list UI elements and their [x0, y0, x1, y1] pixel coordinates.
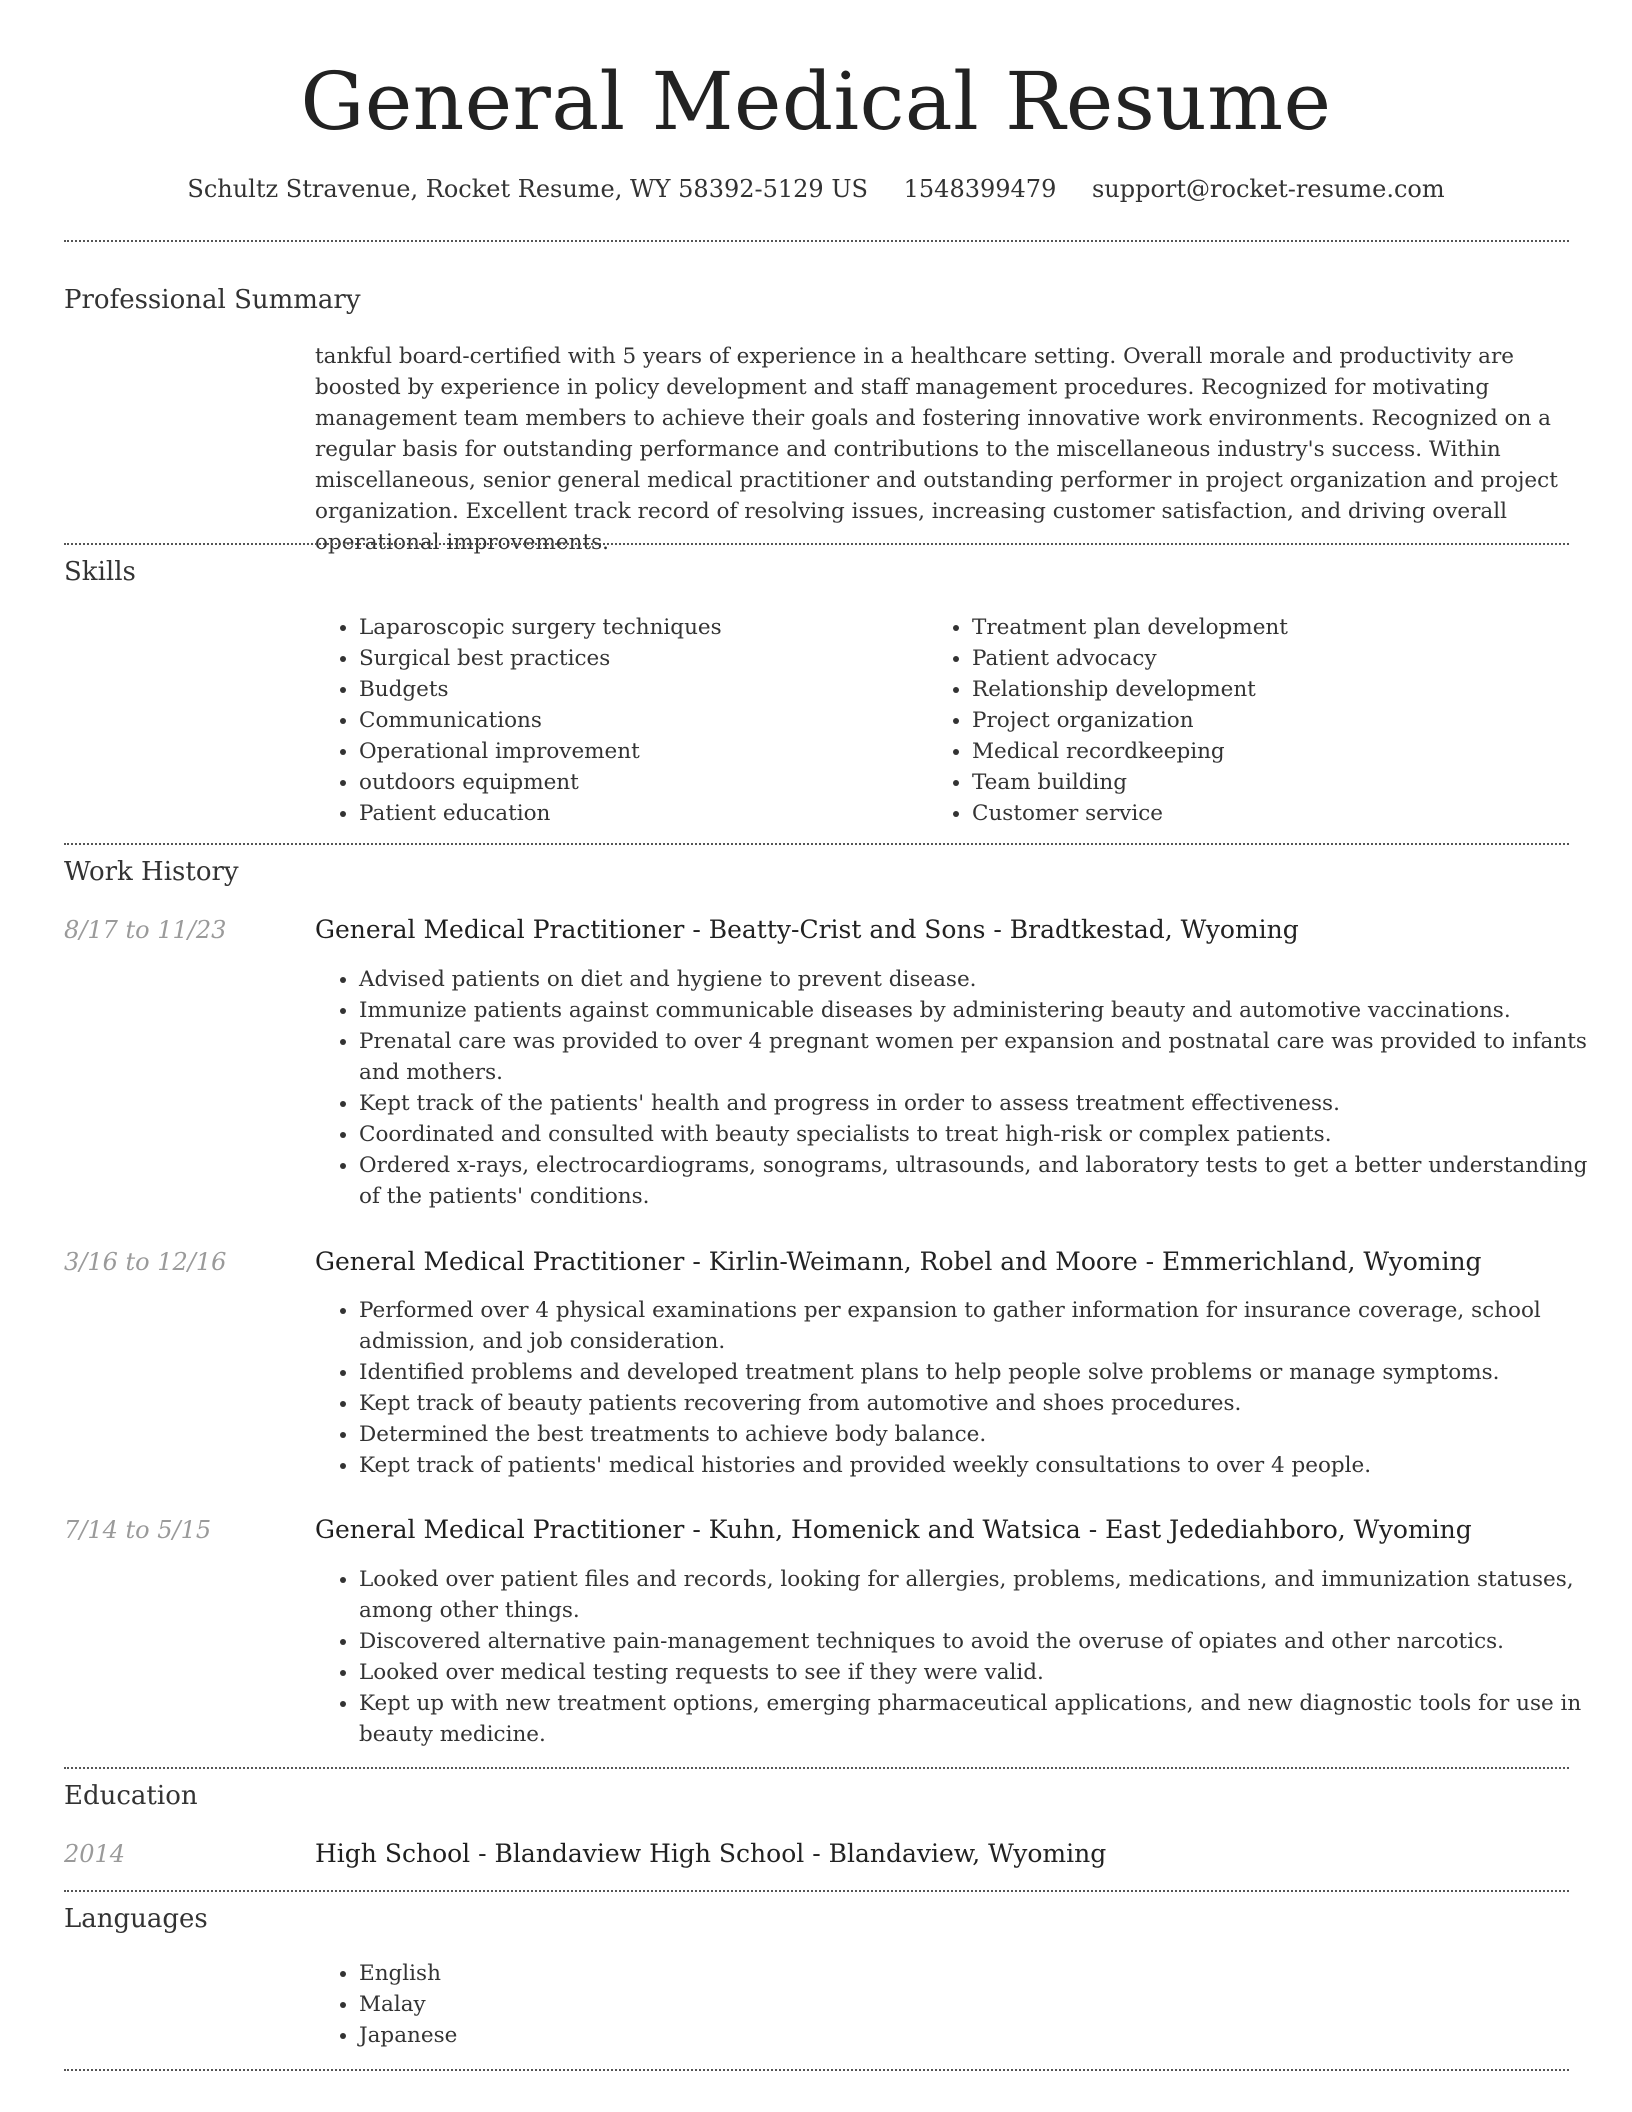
education-degree: High School [315, 1839, 471, 1868]
education-school: - Blandaview High School - Blandaview, Wyoming [470, 1839, 1107, 1868]
skill-item: • Operational improvement [359, 736, 919, 767]
job-bullet: • Identified problems and developed treatment plans to help people solve problems or manage symptoms. [359, 1357, 1615, 1388]
education-heading: Education [64, 1781, 198, 1811]
skill-item: • Communications [359, 705, 919, 736]
job-title [315, 1513, 1472, 1547]
job-bullet: • Immunize patients against communicable diseases by administering beauty and automotive vaccinations. [359, 995, 1615, 1026]
education-entry [315, 1837, 1106, 1871]
job-bullet: • Prenatal care was provided to over 4 pregnant women per expansion and postnatal care was provided to infants and mothers. [359, 1026, 1615, 1088]
job-role: General Medical Practitioner [315, 915, 685, 944]
divider [64, 543, 1569, 545]
job-title [315, 1245, 1482, 1279]
divider [64, 1767, 1569, 1769]
languages-list [315, 1958, 959, 2051]
divider [64, 843, 1569, 845]
job-bullet: • Discovered alternative pain-management techniques to avoid the overuse of opiates and other narcotics. [359, 1626, 1615, 1657]
skill-item: • Laparoscopic surgery techniques [359, 612, 919, 643]
job-bullet: • Looked over medical testing requests to see if they were valid. [359, 1657, 1615, 1688]
contact-phone: 1548399479 [903, 175, 1057, 203]
divider [64, 2069, 1569, 2071]
job-bullet: • Advised patients on diet and hygiene to prevent disease. [359, 964, 1615, 995]
contact-email: support@rocket-resume.com [1091, 175, 1445, 203]
skill-item: • Treatment plan development [972, 612, 1572, 643]
skill-item: • Customer service [972, 798, 1572, 829]
job-bullet: • Coordinated and consulted with beauty specialists to treat high-risk or complex patients. [359, 1119, 1615, 1150]
education-year: 2014 [64, 1840, 126, 1868]
skill-item: • Patient advocacy [972, 643, 1572, 674]
skill-item: • outdoors equipment [359, 767, 919, 798]
job-dates: 8/17 to 11/23 [64, 916, 227, 944]
job-bullet: • Kept track of beauty patients recovering from automotive and shoes procedures. [359, 1388, 1615, 1419]
job-bullets [315, 1295, 1615, 1481]
contact-address: Schultz Stravenue, Rocket Resume, WY 58392-5129 US [187, 175, 868, 203]
resume-title: General Medical Resume [300, 55, 1332, 148]
skills-list-right [928, 612, 1572, 829]
job-employer: - Beatty-Crist and Sons - Bradtkestad, Wyoming [684, 915, 1299, 944]
job-title [315, 913, 1299, 947]
divider [64, 1890, 1569, 1892]
job-dates: 3/16 to 12/16 [64, 1248, 227, 1276]
skill-item: • Project organization [972, 705, 1572, 736]
job-role: General Medical Practitioner [315, 1247, 685, 1276]
job-bullet: • Ordered x-rays, electrocardiograms, sonograms, ultrasounds, and laboratory tests to get a better understanding of the patients' conditions. [359, 1150, 1615, 1212]
job-employer: - Kirlin-Weimann, Robel and Moore - Emmerichland, Wyoming [684, 1247, 1482, 1276]
job-bullet: • Performed over 4 physical examinations per expansion to gather information for insurance coverage, school admission, and job consideration. [359, 1295, 1615, 1357]
skill-item: • Medical recordkeeping [972, 736, 1572, 767]
skill-item: • Relationship development [972, 674, 1572, 705]
summary-heading: Professional Summary [64, 285, 361, 315]
job-role: General Medical Practitioner [315, 1515, 685, 1544]
job-bullet: • Looked over patient files and records, looking for allergies, problems, medications, and immunization statuses, among other things. [359, 1564, 1615, 1626]
job-bullets [315, 1564, 1615, 1750]
work-heading: Work History [64, 857, 239, 887]
languages-heading: Languages [64, 1904, 208, 1934]
language-item: • Malay [359, 1989, 959, 2020]
skill-item: • Budgets [359, 674, 919, 705]
divider [64, 240, 1569, 242]
skill-item: • Surgical best practices [359, 643, 919, 674]
skills-list-left [315, 612, 919, 829]
job-bullet: • Kept up with new treatment options, emerging pharmaceutical applications, and new diagnostic tools for use in beauty medicine. [359, 1688, 1615, 1750]
skills-heading: Skills [64, 557, 136, 587]
summary-text: tankful board-certified with 5 years of experience in a healthcare setting. Overall morale and productivity are boosted by experience in policy development and staff management procedures. Recognized for motivating management team members to achieve their goals and fostering innovative work environments. Recognized on a regular basis for outstanding performance and contributions to the miscellaneous industry's success. Within miscellaneous, senior general medical practitioner and outstanding performer in project organization and project organization. Excellent track record of resolving issues, increasing customer satisfaction, and driving overall operational improvements. [315, 344, 1558, 555]
skill-item: • Patient education [359, 798, 919, 829]
skill-item: • Team building [972, 767, 1572, 798]
language-item: • Japanese [359, 2020, 959, 2051]
job-employer: - Kuhn, Homenick and Watsica - East Jedediahboro, Wyoming [684, 1515, 1472, 1544]
job-bullet: • Kept track of patients' medical histories and provided weekly consultations to over 4 people. [359, 1450, 1615, 1481]
language-item: • English [359, 1958, 959, 1989]
job-bullet: • Kept track of the patients' health and progress in order to assess treatment effectiveness. [359, 1088, 1615, 1119]
contact-line [0, 172, 1632, 206]
job-dates: 7/14 to 5/15 [64, 1516, 212, 1544]
job-bullet: • Determined the best treatments to achieve body balance. [359, 1419, 1615, 1450]
job-bullets [315, 964, 1615, 1212]
